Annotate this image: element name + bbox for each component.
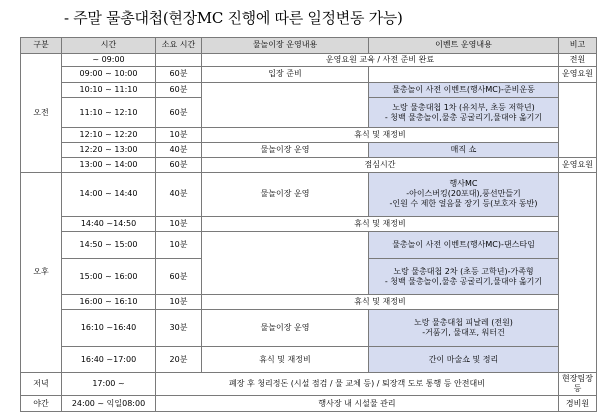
page-title: - 주말 물총대첩(현장MC 진행에 따른 일정변동 가능) <box>64 9 403 27</box>
note-cell <box>559 82 597 158</box>
event-cell: 물총놀이 사전 이벤트(행사MC)-댄스타임 <box>369 231 559 259</box>
event-cell <box>369 66 559 82</box>
merged-cell: 폐장 후 청리정돈 (시설 점검 / 물 교체 등) / 퇴장객 도로 통행 등 안전대비 <box>156 372 559 395</box>
event-cell <box>369 98 559 128</box>
time-cell: 13:00 ~ 14:00 <box>62 158 156 172</box>
table-row <box>21 372 597 395</box>
duration-cell: 60분 <box>156 158 202 172</box>
table-row <box>21 347 597 373</box>
header-event-operation: 이벤트 운영내용 <box>369 38 559 54</box>
section-morning: 오전 <box>21 53 62 172</box>
time-cell: 12:20 ~ 13:00 <box>62 142 156 158</box>
header-time: 시간 <box>62 38 156 54</box>
merged-cell: 휴식 및 재정비 <box>202 217 559 231</box>
header-category: 구분 <box>21 38 62 54</box>
duration-cell: 10분 <box>156 231 202 259</box>
event-line: 행사MC <box>449 179 478 189</box>
header-duration: 소요 시간 <box>156 38 202 54</box>
note-cell: 경비원 <box>559 396 597 412</box>
merged-cell: 휴식 및 재정비 <box>202 295 559 309</box>
section-afternoon: 오후 <box>21 172 62 372</box>
section-evening: 저녁 <box>21 372 62 395</box>
time-cell: 15:00 ~ 16:00 <box>62 259 156 295</box>
table-row <box>21 158 597 172</box>
event-line: - 청백 물총놀이,물총 공굴리기,물대야 옮기기 <box>384 276 543 286</box>
note-cell: 운영요원 <box>559 158 597 172</box>
merged-cell: 행사장 내 시설물 관리 <box>156 396 559 412</box>
time-cell: 14:50 ~ 15:00 <box>62 231 156 259</box>
table-row <box>21 172 597 217</box>
pool-cell: 물놀이장 운영 <box>202 309 369 347</box>
time-cell: 12:10 ~ 12:20 <box>62 128 156 142</box>
time-cell: 16:10 ~16:40 <box>62 309 156 347</box>
pool-cell <box>202 82 369 128</box>
event-cell: 간이 마술쇼 및 정리 <box>369 347 559 373</box>
time-cell: 11:10 ~ 12:10 <box>62 98 156 128</box>
duration-cell: 10분 <box>156 217 202 231</box>
table-row <box>21 142 597 158</box>
event-cell <box>369 172 559 217</box>
pool-cell: 휴식 및 재정비 <box>202 347 369 373</box>
merged-cell: 점심시간 <box>202 158 559 172</box>
time-cell: 14:40 ~14:50 <box>62 217 156 231</box>
time-cell: 10:10 ~ 11:10 <box>62 82 156 98</box>
time-cell: 16:00 ~ 16:10 <box>62 295 156 309</box>
duration-cell: 10분 <box>156 295 202 309</box>
time-cell: ~ 09:00 <box>62 53 156 66</box>
duration-cell: 60분 <box>156 259 202 295</box>
pool-cell: 입장 준비 <box>202 66 369 82</box>
table-row <box>21 309 597 347</box>
pool-cell: 물놀이장 운영 <box>202 172 369 217</box>
table-row <box>21 128 597 142</box>
duration-cell: 40분 <box>156 142 202 158</box>
header-pool-operation: 물놀이장 운영내용 <box>202 38 369 54</box>
note-cell <box>559 172 597 372</box>
duration-cell: 60분 <box>156 66 202 82</box>
event-line: -아이스버킹(20포대),풍선만들기 <box>406 189 521 199</box>
table-row <box>21 217 597 231</box>
event-cell: 물총놀이 사전 이벤트(행사MC)-준비운동 <box>369 82 559 98</box>
pool-cell <box>202 231 369 294</box>
duration-cell: 20분 <box>156 347 202 373</box>
duration-cell: 60분 <box>156 82 202 98</box>
event-cell <box>369 309 559 347</box>
time-cell: 14:00 ~ 14:40 <box>62 172 156 217</box>
table-row <box>21 295 597 309</box>
duration-cell <box>156 53 202 66</box>
note-cell: 현장팀장 등 <box>559 372 597 395</box>
time-cell: 16:40 ~17:00 <box>62 347 156 373</box>
event-line: 노랑 물총대첩 2차 (초등 고학년)-가족형 <box>393 266 534 276</box>
table-row <box>21 82 597 98</box>
event-line: 노랑 물총대첩 피날레 (전원) <box>414 317 513 327</box>
note-cell: 운영요원 <box>559 66 597 82</box>
event-cell: 매직 쇼 <box>369 142 559 158</box>
note-cell: 전원 <box>559 53 597 66</box>
event-line: - 청백 물총놀이,물총 공굴리기,물대야 옮기기 <box>384 112 543 122</box>
table-header-row <box>21 38 597 54</box>
event-line: -거품기, 물대포, 워터건 <box>422 327 505 337</box>
duration-cell: 40분 <box>156 172 202 217</box>
header-note: 비고 <box>559 38 597 54</box>
table-row <box>21 231 597 259</box>
event-line: 노랑 물총대첩 1차 (유치부, 초등 저학년) <box>392 102 535 112</box>
event-cell <box>369 259 559 295</box>
duration-cell: 60분 <box>156 98 202 128</box>
table-row <box>21 53 597 66</box>
merged-cell: 휴식 및 재정비 <box>202 128 559 142</box>
table-row <box>21 396 597 412</box>
schedule-table <box>20 37 597 412</box>
table-row <box>21 66 597 82</box>
duration-cell: 10분 <box>156 128 202 142</box>
merged-cell: 운영요원 교육 / 사전 준비 완료 <box>202 53 559 66</box>
time-cell: 09:00 ~ 10:00 <box>62 66 156 82</box>
event-line: -인원 수 제한 얼음물 장기 등(보호자 동반) <box>389 199 538 209</box>
section-night: 야간 <box>21 396 62 412</box>
time-cell: 24:00 ~ 익일08:00 <box>62 396 156 412</box>
time-cell: 17:00 ~ <box>62 372 156 395</box>
pool-cell: 물놀이장 운영 <box>202 142 369 158</box>
duration-cell: 30분 <box>156 309 202 347</box>
